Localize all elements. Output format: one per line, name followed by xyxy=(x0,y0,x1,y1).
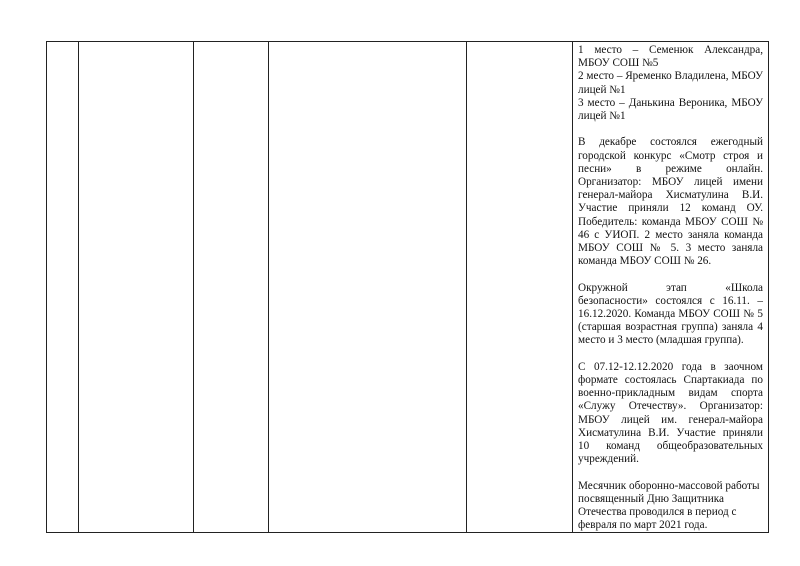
table-cell-content xyxy=(573,42,769,533)
result-line: 3 место – Данькина Вероника, МБОУ лицей №1 xyxy=(578,96,763,123)
table-cell-3 xyxy=(194,42,269,533)
table-cell-index xyxy=(47,42,79,533)
table-row xyxy=(47,42,769,533)
result-line: 2 место – Яременко Владилена, МБОУ лицей №1 xyxy=(578,70,763,96)
paragraph-spartakiad: С 07.12-12.12.2020 года в заочном формате состоялась Спартакиада по военно-прикладным видам спорта «Служу Отечеству». Организатор: МБОУ лицей им. генерал-майора Хисматулина В.И. Участие приняли 10 команд общеобразовательных учреждений. xyxy=(578,360,763,466)
document-table xyxy=(46,41,769,533)
result-line: 1 место – Семенюк Александра, МБОУ СОШ №5 xyxy=(578,44,763,70)
paragraph-defense-month: Месячник оборонно-массовой работы посвященный Дню Защитника Отечества проводился в период с февраля по март 2021 года. xyxy=(578,479,760,532)
table-cell-5 xyxy=(467,42,573,533)
cell-content xyxy=(573,42,768,532)
paragraph-parade: В декабре состоялся ежегодный городской конкурс «Смотр строя и песни» в режиме онлайн. Организатор: МБОУ лицей имени генерал-майора Хисматулина В.И. Участие приняли 12 команд ОУ. Победитель: команда МБОУ СОШ № 46 с УИОП. 2 место заняла команда МБОУ СОШ № 5. 3 место заняла команда МБОУ СОШ № 26. xyxy=(578,136,763,268)
table-cell-2 xyxy=(79,42,194,533)
paragraph-safety-school: Окружной этап «Школа безопасности» состоялся с 16.11. – 16.12.2020. Команда МБОУ СОШ № 5 (старшая возрастная группа) заняла 4 место и 3 место (младшая группа). xyxy=(578,281,763,347)
table-cell-4 xyxy=(269,42,467,533)
